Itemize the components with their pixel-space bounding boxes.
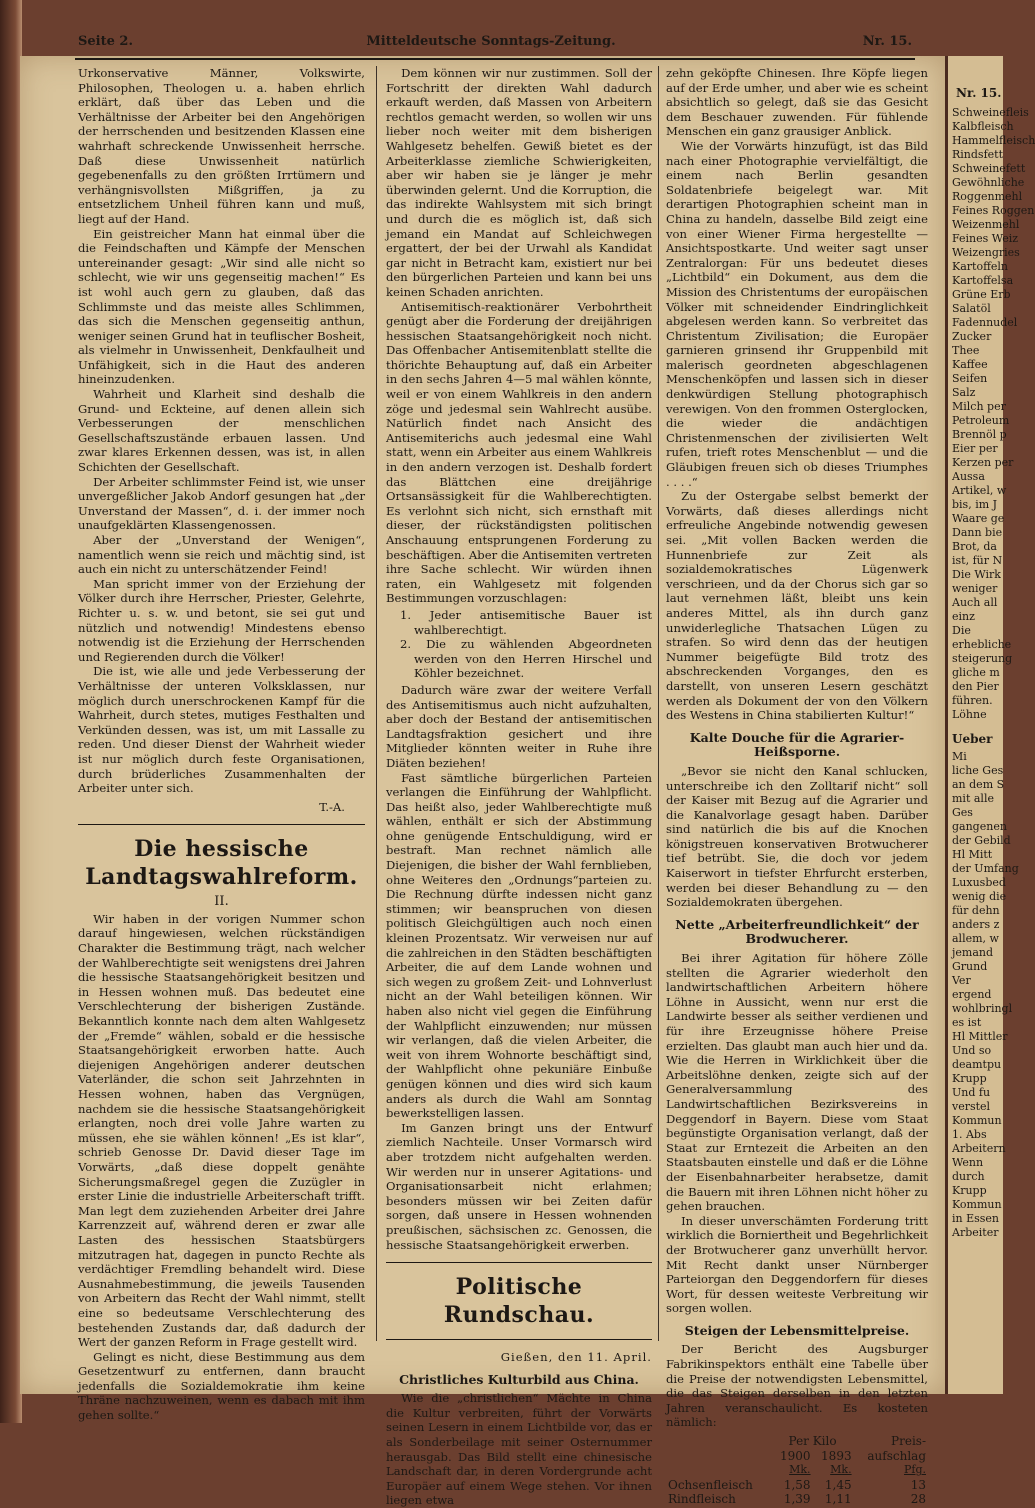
table-row [666,1478,928,1493]
next-page-line: Roggenmehl [952,190,1023,203]
next-page-line: in Essen [952,1212,1000,1225]
next-page-line: durch [952,1170,985,1183]
next-page-header: Nr. 15. [956,86,1002,100]
item-cell: Ochsenfleisch [668,1477,753,1492]
per-kilo-header: Per Kilo [788,1434,837,1449]
next-page-line: Feines Weiz [952,232,1019,245]
next-page-line: Kartoffeln [952,260,1009,273]
next-page-line: der Umfang [952,862,1019,875]
next-page-line: Kartoffelsa [952,274,1014,287]
next-page-line: Und fu [952,1086,991,1099]
paragraph: Der Arbeiter schlimmster Feind ist, wie unser unvergeßlicher Jakob Andorf gesungen hat „der Unverstand der Massen“, d. i. der immer noch unaufgeklärten Klassengenossen. [78,474,365,533]
next-page-line: es ist [952,1016,982,1029]
next-page-line: Wenn [952,1156,984,1169]
issue-number: Nr. 15. [862,34,912,49]
next-page-line: Kalbfleisch [952,120,1014,133]
next-page-line: Milch per [952,400,1006,413]
next-page-line: Die Wirk [952,568,1001,581]
price-table [666,1434,928,1507]
next-page-line: Rindsfett [952,148,1003,161]
paragraph: Aber der „Unverstand der Wenigen“, namentlich wenn sie reich und mächtig sind, ist auch ein nicht zu unterschätzender Feind! [78,533,365,577]
subheading: Kalte Douche für die Agrarier-Heißsporne. [689,729,905,760]
next-page-line: Mi [952,750,967,763]
next-page-line: Die [952,624,971,637]
next-page-line: Luxusbed [952,876,1006,889]
paragraph: Zu der Ostergabe selbst bemerkt der Vorwärts, daß dieses allerdings nicht erfreuliche Angebinde notwendig gewesen sei. „Mit vollen Backen werden die Hunnenbriefe zur Zeit als sozialdemokratisches Lügenwerk verschrieen, und da der Chorus sich gar so laut vernehmen läßt, bleibt uns kein anderes Mittel, als ihn durch ganz unwiderlegliche Thatsachen Lügen zu strafen. So wird denn das der heutigen Nummer beigefügte Bild trotz des abschreckenden Vorganges, den es darstellt, von unseren Lesern geschätzt werden als Dokument der von den Völkern des Westens in China stabilierten Kultur!“ [666,489,928,723]
next-page-line: 1. Abs [952,1128,987,1141]
year-header: 1900 [780,1448,811,1463]
paragraph: Wie die „christlichen“ Mächte in China die Kultur verbreiten, führt der Vorwärts seinen Lesern in einem Lichtbilde vor, das er als Sonderbeilage mit seiner Osternummer herausgab. Das Bild stellt eine chinesische Landschaft dar, in deren Vordergrunde acht Europäer auf einem Wege stehen. Vor ihnen liegen etwa [386,1391,652,1508]
next-page-line: Kommun [952,1198,1002,1211]
next-page-line: bis, im J [952,498,998,511]
increase-header-2: aufschlag [867,1448,926,1463]
proposal-list [394,608,652,681]
next-page-line: Fadennudel [952,316,1018,329]
next-page-line: verstel [952,1100,991,1113]
section-title: Politische Rundschau. [443,1274,595,1329]
next-page-line: Auch all [952,596,998,609]
next-page-line: allem, w [952,932,999,945]
paragraph: Im Ganzen bringt uns der Entwurf ziemlich Nachteile. Unser Vormarsch wird aber trotzdem nicht aufgehalten werden. Wir werden nur in unserer Agitations- und Organisationsarbeit nicht erlahmen; besonders müssen wir bei Zeiten dafür sorgen, daß unsere in Hessen wohnenden preußischen, sächsischen zc. Genossen, die hessische Staatsangehörigkeit erwerben. [386,1120,652,1252]
section-number: II. [214,894,229,910]
next-page-line: Schweinefleis [952,106,1029,119]
next-page-line: ergend [952,988,992,1001]
column-3 [666,66,929,1507]
next-page-line: Salz [952,386,976,399]
article-title: Die hessische Landtagswahlreform. [85,836,358,891]
paragraph: Der Bericht des Augsburger Fabrikinspektors enthält eine Tabelle über die Preise der notwendigsten Lebensmittel, die das Steigen derselben in den letzten Jahren veranschaulicht. Es kosteten nämlich: [666,1342,928,1430]
paragraph: Ein geistreicher Mann hat einmal über die die Feindschaften und Kämpfe der Menschen untereinander gesagt: „Wir sind alle nicht so schlecht, wie wir uns gegenseitig machen!“ Es ist wohl auch gern zu glauben, daß das Schlimmste und das meiste alles Schlimmen, das sich die Menschen gegenseitig anthun, weniger seinen Grund hat in teuflischer Bosheit, als vielmehr in Unwissenheit, Denkfaulheit und Unfähigkeit, sich in die Haut des anderen hineinzudenken. [78,226,365,387]
next-page-line: Kommun [952,1114,1002,1127]
paragraph: „Bevor sie nicht den Kanal schlucken, unterschreibe ich den Zolltarif nicht“ soll der Kaiser mit Bezug auf die Agrarier und die Kanalvorlage gesagt haben. Darüber sind natürlich die bis auf die Knochen königstreuen konservativen Brotwucherer tief betrübt. Sie, die doch vor jedem Kaiserwort in tiefster Ehrfurcht ersterben, werden bei dieser Behandlung zu — den Sozialdemokraten übergehen. [666,763,928,910]
paragraph: Man spricht immer von der Erziehung der Völker durch ihre Herrscher, Priester, Gelehrte, Richter u. s. w. und betont, sie sei gut und nützlich und notwendig! Mindestens ebenso notwendig ist die Erziehung der Herrschenden und Regierenden durch die Völker! [78,576,365,664]
next-page-edge [945,56,1035,1394]
list-item: 1. Jeder antisemitische Bauer ist wahlberechtigt. [400,607,652,637]
next-page-line: Weizenmehl [952,218,1020,231]
col1-intro-paragraphs [78,66,365,796]
next-page-line: den Pier [952,680,999,693]
next-page-line: führen. [952,694,993,707]
next-page-line: Zucker [952,330,992,343]
next-page-line: der Gebild [952,834,1011,847]
next-page-line: Aussa [952,470,985,483]
value-cell: 1,11 [824,1492,852,1507]
newspaper-title: Mitteldeutsche Sonntags-Zeitung. [366,34,616,49]
value-cell: 28 [910,1492,926,1507]
next-page-line: Gewöhnliche [952,176,1025,189]
next-page-line: gangenen [952,820,1007,833]
next-page-line: Seifen [952,372,988,385]
next-page-line: Hl Mitt [952,848,993,861]
next-page-line: wohlbringl [952,1002,1013,1015]
next-page-line: für dehn [952,904,1000,917]
next-page-line: an dem S [952,778,1005,791]
page-number-label: Seite 2. [78,34,133,49]
table-header-row [666,1449,928,1464]
paragraph: Antisemitisch-reaktionärer Verbohrtheit genügt aber die Forderung der dreijährigen hessischen Staatsangehörigkeit noch nicht. Das Offenbacher Antisemitenblatt stellte die thörichte Behauptung auf, daß ein Arbeiter in den sechs Jahren 4—5 mal wählen könnte, weil er von einem Wahlkreis in den andern zöge und jedesmal sein Wahlrecht ausübe. Natürlich findet nach Ansicht des Antisemiterichs auch jedesmal eine Wahl statt, wenn ein Arbeiter aus einem Wahlkreis in den andern verzogen ist. Deshalb fordert das Blättchen eine dreijährige Ortsansässigkeit für die Wahlberechtigten. Es verlohnt sich nicht, sich ernsthaft mit dieser, der rückständigsten politischen Anschauung entsprungenen Forderung zu beschäftigen. Aber die Antisemiten vertreten ihre Sache schlecht. Wir würden ihnen raten, ein Wahlgesetz mit folgenden Bestimmungen vorzuschlagen: [386,299,652,606]
next-page-line: Krupp [952,1184,987,1197]
next-page-line: Weizengries [952,246,1020,259]
next-page-heading: Ueber [952,732,993,746]
next-page-line: anders z [952,918,1000,931]
dateline: Gießen, den 11. April. [500,1350,652,1365]
unit-cell: Mk. [789,1463,811,1477]
value-cell: 1,39 [783,1492,811,1507]
table-header-row [666,1434,928,1449]
next-page-line: Und so [952,1044,992,1057]
next-page-line: erhebliche [952,638,1012,651]
next-page-line: einz [952,610,975,623]
paragraph: Bei ihrer Agitation für höhere Zölle stellten die Agrarier wiederholt den landwirtschaftlichen Arbeitern höhere Löhne in Aussicht, wenn nur erst die Landwirte besser als seither verdienen und für ihre Erzeugnisse höhere Preise erzielten. Das glaubt man auch hier und da. Wie die Herren in Wirklichkeit über die Arbeitslöhne denken, zeigte sich auf der Generalversammlung des Landwirtschaftlichen Bezirksvereins in Deggendorf in Bayern. Diese vom Staat begünstigte Organisation verlangt, daß der Staat zur Erntezeit die Arbeiten an den Staatsbauten einstelle und daß er die Löhne der Eisenbahnarbeiter herabsetze, damit die Bauern mit ihren Löhnen nicht höher zu gehen brauchen. [666,951,928,1214]
next-page-line: Salatöl [952,302,991,315]
next-page-line: Grüne Erb [952,288,1011,301]
next-page-line: Artikel, w [952,484,1007,497]
divider [386,1262,652,1263]
next-page-lines [948,106,1035,722]
next-page-line: deamtpu [952,1058,1002,1071]
next-page-line: Arbeitern [952,1142,1006,1155]
next-page-line: Waare ge [952,512,1005,525]
increase-header: Preis- [891,1434,926,1449]
next-page-line: gliche m [952,666,1000,679]
paragraph: Gelingt es nicht, diese Bestimmung aus dem Gesetzentwurf zu entfernen, dann braucht jedenfalls die Sozialdemokratie ihm keine Thräne nachzuweinen, wenn es dabach mit ihm gehen sollte.“ [78,1349,365,1423]
paragraph: Wir haben in der vorigen Nummer schon darauf hingewiesen, welchen rückständigen Charakter die Bestimmung trägt, nach welcher der Wahlberechtigte seit wenigstens drei Jahren die hessische Staatsangehörigkeit besitzen und in Hessen wohnen muß. Das bedeutet eine Verschlechterung der bisherigen Zustände. Bekanntlich konnte nach dem alten Wahlgesetz der „Fremde“ wählen, sobald er die hessische Staatsangehörigkeit erworben hatte. Auch diejenigen Angehörigen anderer deutschen Vaterländer, die schon seit Jahrzehnten in Hessen wohnen, haben das Vergnügen, nachdem sie die hessische Staatsangehörigkeit erlangten, noch drei volle Jahre warten zu müssen, ehe sie wählen können! „Es ist klar“, schrieb Genosse Dr. David dieser Tage im Vorwärts, „daß diese doppelt genähte Sicherungsmaßregel gegen die Zuzügler in erster Linie die industrielle Arbeiterschaft trifft. Man legt dem zuziehenden Arbeiter drei Jahre Karrenzzeit auf, während deren er zwar alle Lasten des hessischen Staatsbürgers mitzutragen hat, dagegen in puncto Rechte als verdächtiger Fremdling behandelt wird. Diese Ausnahmebestimmung, die jeweils Tausenden von Arbeitern das Recht der Wahl nimmt, stellt eine so bedeutsame Verschlechterung des bestehenden Zustands dar, daß dadurch der Wert der ganzen Reform in Frage gestellt wird. [78,911,365,1350]
next-page-line: Ges [952,806,973,819]
next-page-line: Kaffee [952,358,988,371]
paragraph: In dieser unverschämten Forderung tritt wirklich die Borniertheit und Begehrlichkeit der Brotwucherer ganz unverhüllt hervor. Mit Recht dankt unser Nürnberger Parteiorgan den Deggendorfern für dieses Wort, für dessen weiteste Verbreitung wir sorgen wollen. [666,1213,928,1316]
value-cell: 1,45 [824,1477,852,1492]
column-rule [658,66,659,1341]
paragraph: zehn geköpfte Chinesen. Ihre Köpfe liegen auf der Erde umher, und aber wie es scheint absichtlich so gelegt, daß sie das Gesicht dem Beschauer zuwenden. Für fühlende Menschen ein ganz grausiger Anblick. [666,66,929,139]
column-1 [78,66,365,1423]
paragraph: Wahrheit und Klarheit sind deshalb die Grund- und Eckteine, auf denen allein sich Verbesserungen der menschlichen Gesellschaftszustände erbauen lassen. Und zwar klares Erkennen dessen, was ist, in allen Schichten der Gesellschaft. [78,387,365,475]
column-2 [386,66,652,1508]
subheading: Steigen der Lebensmittelpreise. [684,1322,910,1338]
next-page-line: Arbeiter [952,1226,999,1239]
value-cell: 1,58 [783,1477,811,1492]
list-item: 2. Die zu wählenden Abgeordneten werden von den Herren Hirschel und Köhler bezeichnet. [400,637,652,681]
subheading: Christliches Kulturbild aus China. [399,1371,639,1387]
next-page-line: mit alle [952,792,994,805]
next-page-line: Thee [952,344,980,357]
next-page-line: steigerung [952,652,1013,665]
next-page-line: Hammelfleisch [952,134,1035,147]
next-page-line: Brot, da [952,540,997,553]
next-page-lines-3 [948,750,1019,1240]
year-header: 1893 [821,1448,852,1463]
next-page-line: Kerzen per [952,456,1014,469]
page-header [70,32,912,54]
next-page-line: Feines Roggen [952,204,1035,217]
table-row [666,1492,928,1507]
subheading: Nette „Arbeiterfreundlichkeit“ der Brodwucherer. [675,916,919,947]
next-page-line: Schweinefett [952,162,1026,175]
column-rule [376,66,377,1341]
next-page-line: weniger [952,582,998,595]
next-page-line: Brennöl p [952,428,1007,441]
paragraph: Wie der Vorwärts hinzufügt, ist das Bild nach einer Photographie vervielfältigt, die einem nach Berlin gesandten Soldatenbriefe beigelegt war. Mit derartigen Photographien scheint man in China zu handeln, dasselbe Bild zeigt eine von einer Wiener Firma hergestellte — Ansichtspostkarte. Und weiter sagt unser Zentralorgan: Für uns bedeutet dieses „Lichtbild“ ein Dokument, aus dem die Mission des Christentums der europäischen Völker mit schneidender Eindringlichkeit abgelesen werden kann. So verbreitet das Christentum Zivilisation; die Europäer garnieren grinsend ihr Gruppenbild mit malerisch geordneten abgeschlagenen Menschenköpfen und lassen sich in dieser denkwürdigen Stellung photographisch verewigen. Von den frommen Osterglocken, die wieder die andächtigen Christenmenschen der zivilisierten Welt rufen, trieft rotes Menschenblut — und die Gläubigen freuen sich ob dieses Triumphes . . . .“ [666,138,928,489]
paragraph: Dem können wir nur zustimmen. Soll der Fortschritt der direkten Wahl dadurch erkauft werden, daß Massen von Arbeitern rechtlos gemacht werden, so wollen wir uns lieber noch weiter mit dem bisherigen Wahlgesetz behelfen. Gewiß bietet es der Arbeiterklasse ziemliche Schwierigkeiten, aber wir haben sie je länger je mehr überwinden gelernt. Und die Korruption, die das indirekte Wahlsystem mit sich bringt und durch die es möglich ist, daß sich jemand ein Mandat auf Schleichwegen ergattert, der bei der Urwahl als Kandidat gar nicht in Betracht kam, existiert nur bei den bürgerlichen Parteien und kann bei uns keinen Schaden anrichten. [386,66,652,299]
table-units-row [666,1463,928,1478]
next-page-line: wenig die [952,890,1007,903]
next-page-line: Grund [952,960,988,973]
next-page-line: jemand [952,946,994,959]
book-spine [0,0,22,1423]
unit-cell: Mk. [830,1463,852,1477]
next-page-line: liche Ges [952,764,1004,777]
divider [386,1339,652,1340]
next-page-line: Eier per [952,442,998,455]
next-page-line: ist, für N [952,554,1003,567]
author-signature: T.-A. [319,799,345,814]
paragraph: Dadurch wäre zwar der weitere Verfall des Antisemitismus auch nicht aufzuhalten, aber doch der Bestand der antisemitischen Landtagsfraktion gesichert und ihre Mitglieder könnten weiter in Ruhe ihre Diäten beziehen! [386,682,652,770]
value-cell: 13 [910,1477,926,1492]
paragraph: Urkonservative Männer, Volkswirte, Philosophen, Theologen u. a. haben ehrlich erklärt, daß über das Leben und die Verhältnisse der Arbeiter bei den Angehörigen der herrschenden und besitzenden Klassen eine wahrhaft schreckende Unwissenheit herrsche. Daß diese Unwissenheit natürlich gegebenenfalls zu den größten Irrtümern und verhängnisvollsten Mißgriffen, ja zu entsetzlichem Unheil führen kann und muß, liegt auf der Hand. [78,66,365,226]
divider [78,824,365,825]
next-page-line: Krupp [952,1072,987,1085]
next-page-line: Hl Mittler [952,1030,1008,1043]
item-cell: Rindfleisch [668,1492,736,1507]
next-page-line: Ver [952,974,971,987]
next-page-line: Dann bie [952,526,1003,539]
unit-cell: Pfg. [903,1463,926,1477]
next-page-line: Löhne [952,708,987,721]
header-rule [75,58,915,60]
paragraph: Die ist, wie alle und jede Verbesserung der Verhältnisse der unteren Volksklassen, nur möglich durch unerschrockenen Kampf für die Wahrheit, durch stetes, mutiges Festhalten und Verkünden dessen, was ist, um mit Lassalle zu reden. Und dieser Dienst der Wahrheit wieder ist nur möglich durch feste Organisationen, durch brüderliches Zusammenhalten der Arbeiter unter sich. [78,664,365,796]
next-page-line: Petroleum [952,414,1010,427]
paragraph: Fast sämtliche bürgerlichen Parteien verlangen die Einführung der Wahlpflicht. Das heißt also, jeder Wahlberechtigte muß wählen, enthält er sich der Abstimmung ohne genügende Entschuldigung, wird er bestraft. Man rechnet nämlich alle Diejenigen, die bisher der Wahl fernblieben, ohne Weiteres den „Ordnungs“parteien zu. Die Rechnung dürfte indessen nicht ganz stimmen; wir beanspruchen von diesen politisch Gleichgültigen auch noch einen kleinen Prozentsatz. Wir verweisen nur auf die zahlreichen in den Städten beschäftigten Arbeiter, die auf dem Lande wohnen und sich wegen zu großem Zeit- und Lohnverlust nicht an der Wahl beteiligen können. Wir haben also nicht viel gegen die Einführung der Wahlpflicht einzuwenden; nur müssen wir verlangen, daß die vielen Arbeiter, die weit von ihrem Wohnorte beschäftigt sind, der Wahlpflicht ohne pekuniäre Einbuße genügen können und dies wird sich kaum anders als durch die Wahl am Sonntag bewerkstelligen lassen. [386,770,652,1121]
